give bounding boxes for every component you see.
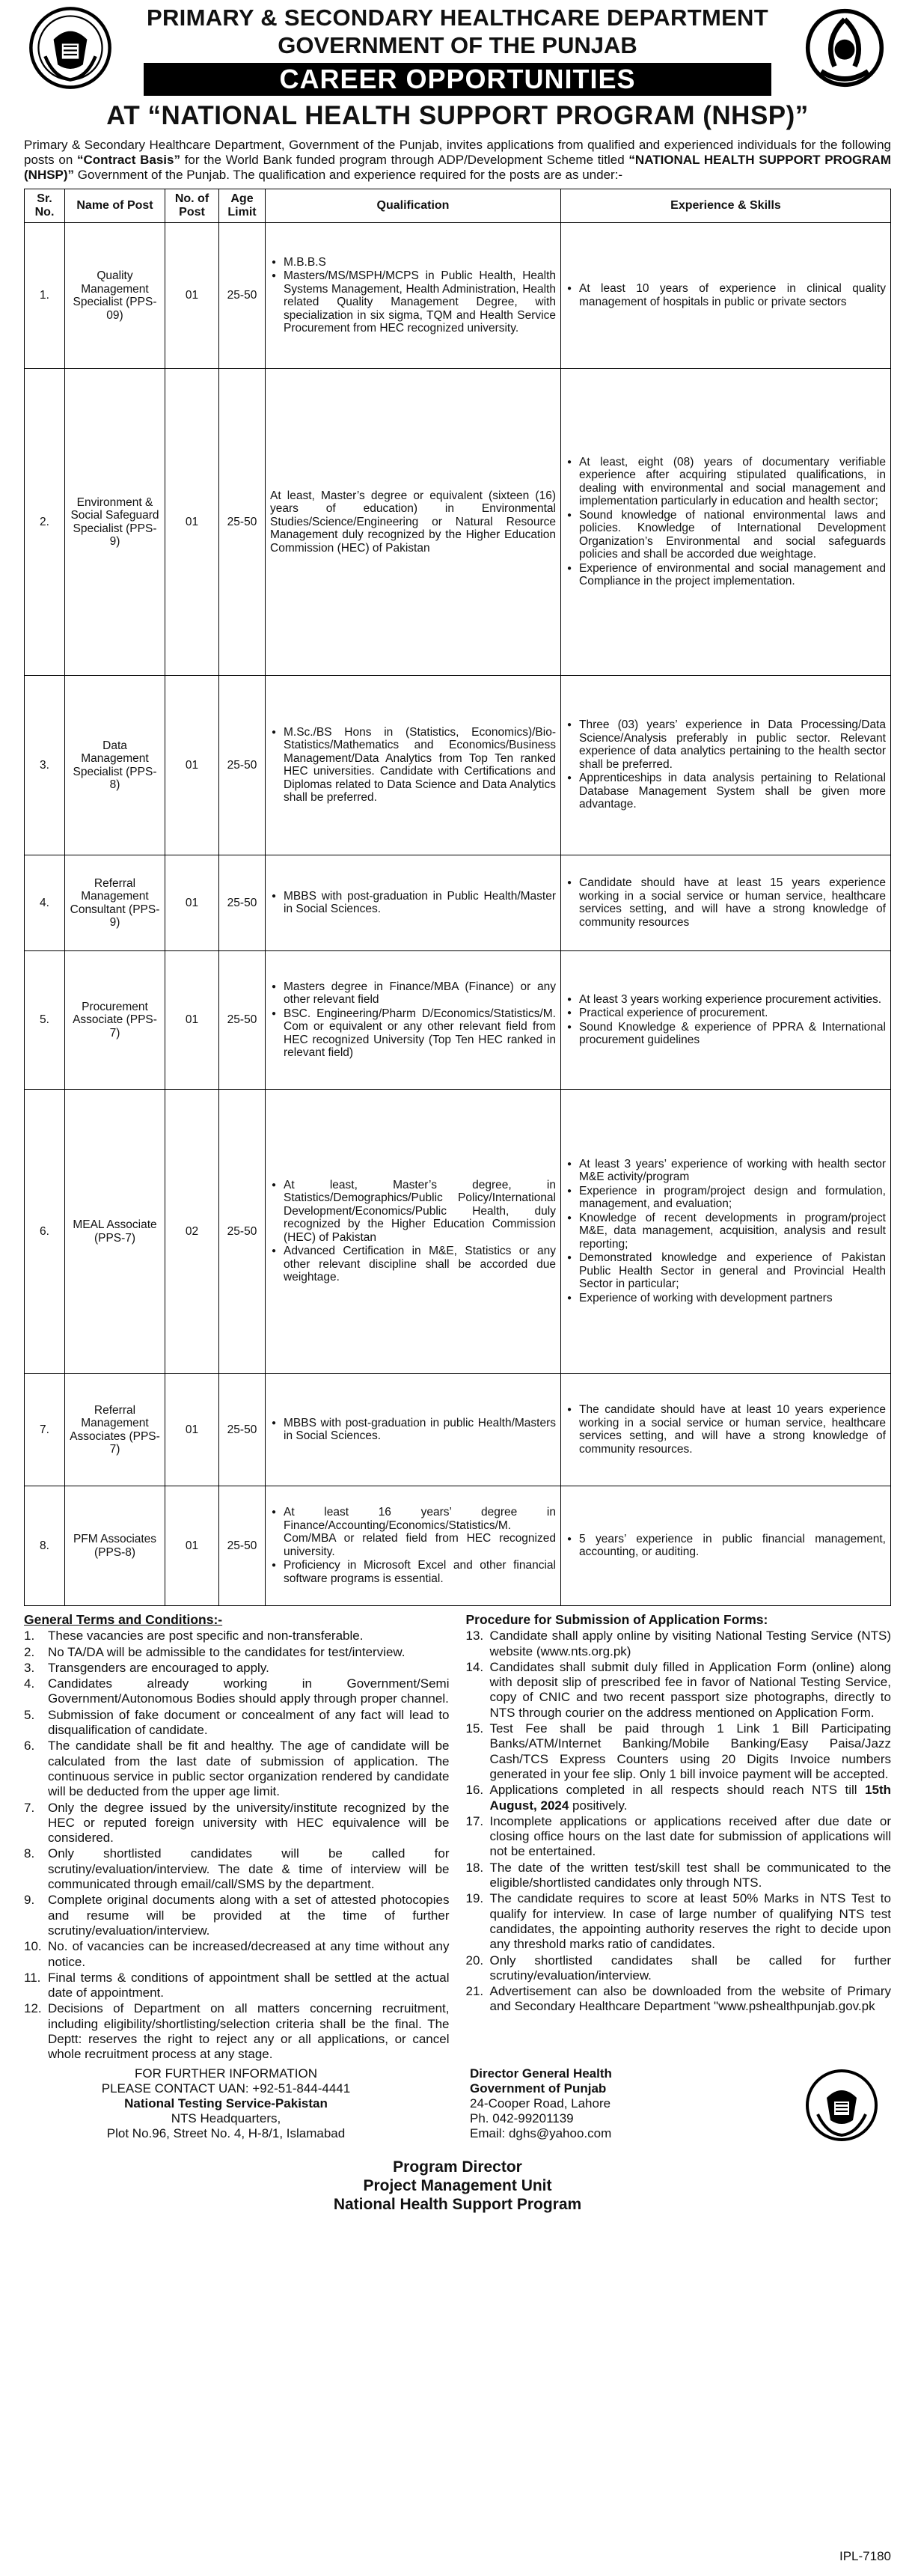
list-item <box>24 2001 450 2062</box>
item-text: No. of vacancies can be increased/decreased at any time without any notice. <box>48 1939 450 1969</box>
cell-qualification <box>266 1374 561 1486</box>
table-row <box>25 855 891 951</box>
terms-section <box>24 1612 891 2063</box>
list-item <box>24 1661 450 1676</box>
cell-qualification <box>266 951 561 1090</box>
list-item: ● Apprenticeships in data analysis pertaining to Relational Database Management System shall be given more advantage. <box>566 772 886 811</box>
list-item: ● Advanced Certification in M&E, Statistics or any other relevant discipline shall be accorded due weightage. <box>270 1245 556 1284</box>
dg-title: Director General Health <box>470 2066 612 2081</box>
item-number: 8. <box>24 1846 35 1861</box>
list-item: ● Experience of working with development partners <box>566 1292 886 1305</box>
list-item: ● Experience of environmental and social management and Compliance in the project implementation. <box>566 562 886 588</box>
item-number: 7. <box>24 1800 35 1815</box>
item-text: Applications completed in all respects should reach NTS till <box>489 1783 866 1798</box>
list-item <box>24 1739 450 1799</box>
list-item: ● At least 16 years’ degree in Finance/Accounting/Economics/Statistics/M. Com/MBA or related field from HEC recognized university. <box>270 1506 556 1558</box>
procedure-title: Procedure for Submission of Application Forms: <box>465 1612 768 1627</box>
contact-uan: PLEASE CONTACT UAN: +92-51-844-4441 <box>101 2081 351 2096</box>
item-number: 3. <box>24 1660 35 1675</box>
item-number: 12. <box>24 2001 42 2016</box>
cell-experience <box>561 676 891 855</box>
list-item: ● Sound Knowledge & experience of PPRA & International procurement guidelines <box>566 1021 886 1047</box>
cell-sr: 4. <box>25 855 65 951</box>
item-number: 2. <box>24 1644 35 1659</box>
list-item <box>24 1645 450 1660</box>
cell-post-count: 01 <box>165 855 219 951</box>
list-item: ● BSC. Engineering/Pharm D/Economics/Statistics/M. Com or equivalent or any other relevant field from HEC recognized University (Top Ten HEC ranked in relevant field) <box>270 1007 556 1060</box>
list-item <box>24 1676 450 1707</box>
list-item: ● Demonstrated knowledge and experience of Pakistan Public Health Sector in general and Provincial Health Sector in particular; <box>566 1251 886 1291</box>
cell-qualification <box>266 223 561 369</box>
cell-age-limit: 25-50 <box>219 223 266 369</box>
item-number: 9. <box>24 1893 35 1908</box>
list-item: ● MBBS with post-graduation in public Health/Masters in Social Sciences. <box>270 1417 556 1443</box>
item-text: Final terms & conditions of appointment shall be settled at the actual date of appointment. <box>48 1970 450 2000</box>
dg-health-contact <box>470 2066 717 2141</box>
item-number: 20. <box>465 1953 484 1968</box>
item-text: Decisions of Department on all matters concerning recruitment, including eligibility/shortlisting/selection criteria shall be the final. The Deptt: reserves the right to reject any or all applications, or cancel whole recruitment process at any stage. <box>48 2001 450 2062</box>
list-item: ● At least 3 years working experience procurement activities. <box>566 993 886 1007</box>
list-item <box>24 1893 450 1938</box>
cell-age-limit: 25-50 <box>219 1090 266 1374</box>
list-item <box>24 1846 450 1892</box>
item-number: 16. <box>465 1783 484 1798</box>
cell-age-limit: 25-50 <box>219 369 266 676</box>
item-text: Candidates already working in Government/Semi Government/Autonomous Bodies should apply through proper channel. <box>48 1676 450 1706</box>
cell-sr: 7. <box>25 1374 65 1486</box>
posts-table <box>24 189 891 1606</box>
list-item: ● At least, Master’s degree, in Statistics/Demographics/Public Policy/International Development/Economics/Public Health, duly recognized by the Higher Education Commission (HEC) of Pakistan <box>270 1179 556 1245</box>
cell-post-name: Referral Management Associates (PPS-7) <box>65 1374 165 1486</box>
cell-post-count: 01 <box>165 951 219 1090</box>
cell-sr: 2. <box>25 369 65 676</box>
list-item <box>466 1953 892 1984</box>
list-item: ● Knowledge of recent developments in program/project M&E, data management, acquisition, analysis and result reporting; <box>566 1212 886 1251</box>
table-header-row <box>25 189 891 223</box>
cell-post-name: Environment & Social Safeguard Specialist (PPS-9) <box>65 369 165 676</box>
header-experience: Experience & Skills <box>561 189 891 223</box>
table-row <box>25 1374 891 1486</box>
list-item: ● Practical experience of procurement. <box>566 1007 886 1020</box>
list-item: ● MBBS with post-graduation in Public Health/Master in Social Sciences. <box>270 890 556 916</box>
list-item <box>24 1971 450 2001</box>
cell-experience <box>561 951 891 1090</box>
list-item: ● At least, eight (08) years of documentary verifiable experience after acquiring stipulated qualifications, in dealing with environmental and social management and implementation particularly in education and health sector; <box>566 456 886 508</box>
contact-heading: FOR FURTHER INFORMATION <box>135 2066 317 2081</box>
list-item <box>24 1939 450 1970</box>
item-text: Only shortlisted candidates will be called for scrutiny/evaluation/interview. The date & time of interview will be communicated through email/call/SMS by the department. <box>48 1846 450 1892</box>
list-item <box>466 1861 892 1891</box>
footer-program-name: National Health Support Program <box>333 2195 582 2213</box>
nts-headquarters: NTS Headquarters, <box>171 2110 281 2125</box>
career-banner: CAREER OPPORTUNITIES <box>144 63 771 96</box>
cell-sr: 6. <box>25 1090 65 1374</box>
intro-contract-basis: “Contract Basis” <box>77 153 180 167</box>
ipl-reference: IPL-7180 <box>839 2549 891 2563</box>
cell-experience <box>561 1090 891 1374</box>
list-item: ● Masters degree in Finance/MBA (Finance) or any other relevant field <box>270 980 556 1007</box>
program-title: AT “NATIONAL HEALTH SUPPORT PROGRAM (NHSP)” <box>106 101 809 130</box>
table-row <box>25 223 891 369</box>
item-text: Incomplete applications or applications received after due date or closing office hours on the last date for submission of applications will not be entertained. <box>489 1813 891 1859</box>
header-sr: Sr. No. <box>25 189 65 223</box>
item-number: 6. <box>24 1739 35 1754</box>
dg-phone: Ph. 042-99201139 <box>470 2110 574 2125</box>
list-item <box>466 1984 892 2015</box>
cell-experience <box>561 369 891 676</box>
item-number: 21. <box>465 1984 484 1999</box>
contact-section <box>24 2066 891 2216</box>
cell-qualification <box>266 1090 561 1374</box>
item-number: 4. <box>24 1676 35 1691</box>
cell-experience <box>561 1374 891 1486</box>
list-item <box>466 1891 892 1952</box>
item-text: positively. <box>569 1798 628 1813</box>
cell-post-name: MEAL Associate (PPS-7) <box>65 1090 165 1374</box>
cell-post-name: Procurement Associate (PPS-7) <box>65 951 165 1090</box>
list-item <box>466 1814 892 1860</box>
cell-experience <box>561 855 891 951</box>
item-number: 13. <box>465 1629 484 1643</box>
item-text: These vacancies are post specific and non-transferable. <box>48 1629 364 1643</box>
list-item <box>24 1801 450 1846</box>
cell-post-count: 01 <box>165 676 219 855</box>
cell-post-count: 01 <box>165 1486 219 1606</box>
deadline-date: 15th August, 2024 <box>489 1783 891 1813</box>
department-title: PRIMARY & SECONDARY HEALTHCARE DEPARTMENT <box>147 4 768 31</box>
cell-experience <box>561 223 891 369</box>
table-row <box>25 1090 891 1374</box>
list-item: ● M.Sc./BS Hons in (Statistics, Economics)/Bio-Statistics/Mathematics and Economics/Business Management/Data Analytics from Top Ten ranked HEC universities. Candidate with Certifications and Diplomas related to Data Science and Data Analytics shall be preferred. <box>270 726 556 805</box>
cell-age-limit: 25-50 <box>219 1374 266 1486</box>
header-name: Name of Post <box>65 189 165 223</box>
item-text: Only shortlisted candidates shall be called for further scrutiny/evaluation/interview. <box>489 1953 891 1983</box>
list-item: ● Experience in program/project design and formulation, management, and evaluation; <box>566 1185 886 1211</box>
cell-qualification <box>266 676 561 855</box>
item-text: Candidate shall apply online by visiting National Testing Service (NTS) website (www.nts.org.pk) <box>489 1629 891 1658</box>
item-text: The candidate requires to score at least 50% Marks in NTS Test to qualify for interview. In case of large number of qualifying NTS test candidates, the appointing authority reserves the right to decide upon any threshold marks ratio of candidates. <box>489 1891 891 1952</box>
intro-text-1: Primary & Secondary Healthcare Department, Government of the Punjab, invites applications from qualified and experienced individuals for the following posts on <box>24 138 891 167</box>
item-text: Advertisement can also be downloaded from the website of Primary and Secondary Healthcare Department "www.pshealthpunjab.gov.pk <box>489 1984 891 2014</box>
item-number: 10. <box>24 1939 42 1954</box>
cell-age-limit: 25-50 <box>219 951 266 1090</box>
list-item: ● M.B.B.S <box>270 256 556 269</box>
table-row <box>25 676 891 855</box>
dg-government: Government of Punjab <box>470 2081 607 2096</box>
list-item: ● At least 3 years’ experience of working with health sector M&E activity/program <box>566 1158 886 1184</box>
item-text: Candidates shall submit duly filled in Application Form (online) along with deposit slip of prescribed fee in favor of National Testing Service, copy of CNIC and two recent passport size photographs, directly to NTS through courier on the address mentioned on Application Form. <box>489 1659 891 1720</box>
general-terms-column <box>24 1612 450 2063</box>
header-qualification: Qualification <box>266 189 561 223</box>
item-number: 15. <box>465 1721 484 1736</box>
cell-age-limit: 25-50 <box>219 676 266 855</box>
dg-address: 24-Cooper Road, Lahore <box>470 2096 611 2110</box>
list-item: ● Candidate should have at least 15 years experience working in a social service or human service, healthcare services setting, and will have a strong knowledge of community resources <box>566 876 886 929</box>
list-item: ● Masters/MS/MSPH/MCPS in Public Health, Health Systems Management, Health Administration, Health related Quality Management Degree, with specialization in six sigma, TQM and Health Service Procurement from HEC recognized university. <box>270 269 556 335</box>
footer-program-director: Program Director <box>393 2158 522 2176</box>
government-title: GOVERNMENT OF THE PUNJAB <box>278 32 637 58</box>
cell-age-limit: 25-50 <box>219 855 266 951</box>
item-text: Only the degree issued by the university/institute recognized by the HEC or reputed foreign university with HEC equivalence will be considered. <box>48 1800 450 1846</box>
item-text: No TA/DA will be admissible to the candidates for test/interview. <box>48 1644 406 1659</box>
nts-contact <box>24 2066 428 2141</box>
item-text: Transgenders are encouraged to apply. <box>48 1660 269 1675</box>
cell-post-count: 01 <box>165 223 219 369</box>
header <box>24 0 891 94</box>
general-terms-title: General Terms and Conditions:- <box>24 1612 223 1627</box>
table-row <box>25 951 891 1090</box>
cell-sr: 1. <box>25 223 65 369</box>
cell-sr: 8. <box>25 1486 65 1606</box>
item-text: Test Fee shall be paid through 1 Link 1 Bill Participating Banks/ATM/Internet Banking/Mobile Banking/Easy Paisa/Jazz Cash/TCS Express Counters using 20 Digits Invoice numbers generated in your fee slip. Only 1 bill invoice payment will be accepted. <box>489 1721 891 1781</box>
item-text: Complete original documents along with a set of attested photocopies and resume will be provided at the time of further scrutiny/evaluation/interview. <box>48 1893 450 1938</box>
item-text: The date of the written test/skill test shall be communicated to the eligible/shortlisted candidates only through NTS. <box>489 1860 891 1890</box>
procedure-column <box>466 1612 892 2063</box>
table-row <box>25 1486 891 1606</box>
list-item <box>466 1629 892 1659</box>
cell-age-limit: 25-50 <box>219 1486 266 1606</box>
intro-paragraph <box>24 138 891 183</box>
list-item: ● At least 10 years of experience in clinical quality management of hospitals in public or private sectors <box>566 282 886 308</box>
intro-text-2: for the World Bank funded program through ADP/Development Scheme titled <box>180 153 629 167</box>
dg-email: Email: dghs@yahoo.com <box>470 2125 612 2140</box>
item-number: 18. <box>465 1860 484 1875</box>
cell-qualification: At least, Master’s degree or equivalent (sixteen (16) years of education) in Environmental Studies/Science/Engineering or Natural Resource Management duly recognized by the Higher Education Commission (HEC) of Pakistan <box>266 369 561 676</box>
cell-post-count: 01 <box>165 369 219 676</box>
nts-name: National Testing Service-Pakistan <box>124 2096 328 2110</box>
list-item <box>466 1783 892 1813</box>
nhsp-logo-icon <box>803 6 887 90</box>
header-age: Age Limit <box>219 189 266 223</box>
cell-post-name: Referral Management Consultant (PPS-9) <box>65 855 165 951</box>
footer-pmu: Project Management Unit <box>363 2176 552 2194</box>
cell-experience <box>561 1486 891 1606</box>
list-item <box>466 1721 892 1782</box>
list-item: ● Proficiency in Microsoft Excel and other financial software programs is essential. <box>270 1559 556 1585</box>
list-item <box>24 1708 450 1739</box>
item-number: 5. <box>24 1707 35 1722</box>
item-number: 17. <box>465 1813 484 1828</box>
item-text: Submission of fake document or concealment of any fact will lead to disqualification of candidate. <box>48 1707 450 1738</box>
list-item: ● Three (03) years’ experience in Data Processing/Data Science/Analysis preferably in public sector. Relevant experience of data analytics pertaining to the health sector shall be preferred. <box>566 718 886 771</box>
header-num: No. of Post <box>165 189 219 223</box>
list-item: ● The candidate should have at least 10 years experience working in a social service or human service, healthcare services setting, and will have a strong knowledge of community resources. <box>566 1403 886 1456</box>
intro-scheme-name: “NATIONAL HEALTH SUPPORT PROGRAM (NHSP)” <box>24 153 891 182</box>
punjab-emblem-icon <box>804 2068 879 2143</box>
intro-text-3: Government of the Punjab. The qualification and experience required for the posts are as under:- <box>74 168 623 182</box>
item-number: 11. <box>24 1970 41 1985</box>
item-text: The candidate shall be fit and healthy. The age of candidate will be calculated from the last date of submission of application. The continuous service in public sector organization rendered by candidate will be deducted from the upper age limit. <box>48 1739 450 1799</box>
item-number: 14. <box>465 1659 484 1674</box>
cell-qualification <box>266 855 561 951</box>
cell-sr: 3. <box>25 676 65 855</box>
item-number: 1. <box>24 1629 35 1643</box>
list-item <box>24 1629 450 1643</box>
cell-post-count: 02 <box>165 1090 219 1374</box>
nts-address: Plot No.96, Street No. 4, H-8/1, Islamabad <box>106 2125 346 2140</box>
cell-post-name: Data Management Specialist (PPS-8) <box>65 676 165 855</box>
table-row <box>25 369 891 676</box>
cell-post-name: Quality Management Specialist (PPS-09) <box>65 223 165 369</box>
list-item: ● Sound knowledge of national environmental laws and policies. Knowledge of International Development Organization’s Environmental and social safeguards policies and shall be accorded due weightage. <box>566 509 886 561</box>
item-number: 19. <box>465 1891 484 1906</box>
cell-sr: 5. <box>25 951 65 1090</box>
cell-post-count: 01 <box>165 1374 219 1486</box>
list-item <box>466 1660 892 1721</box>
cell-qualification <box>266 1486 561 1606</box>
cell-post-name: PFM Associates (PPS-8) <box>65 1486 165 1606</box>
list-item: ● 5 years’ experience in public financial management, accounting, or auditing. <box>566 1533 886 1559</box>
